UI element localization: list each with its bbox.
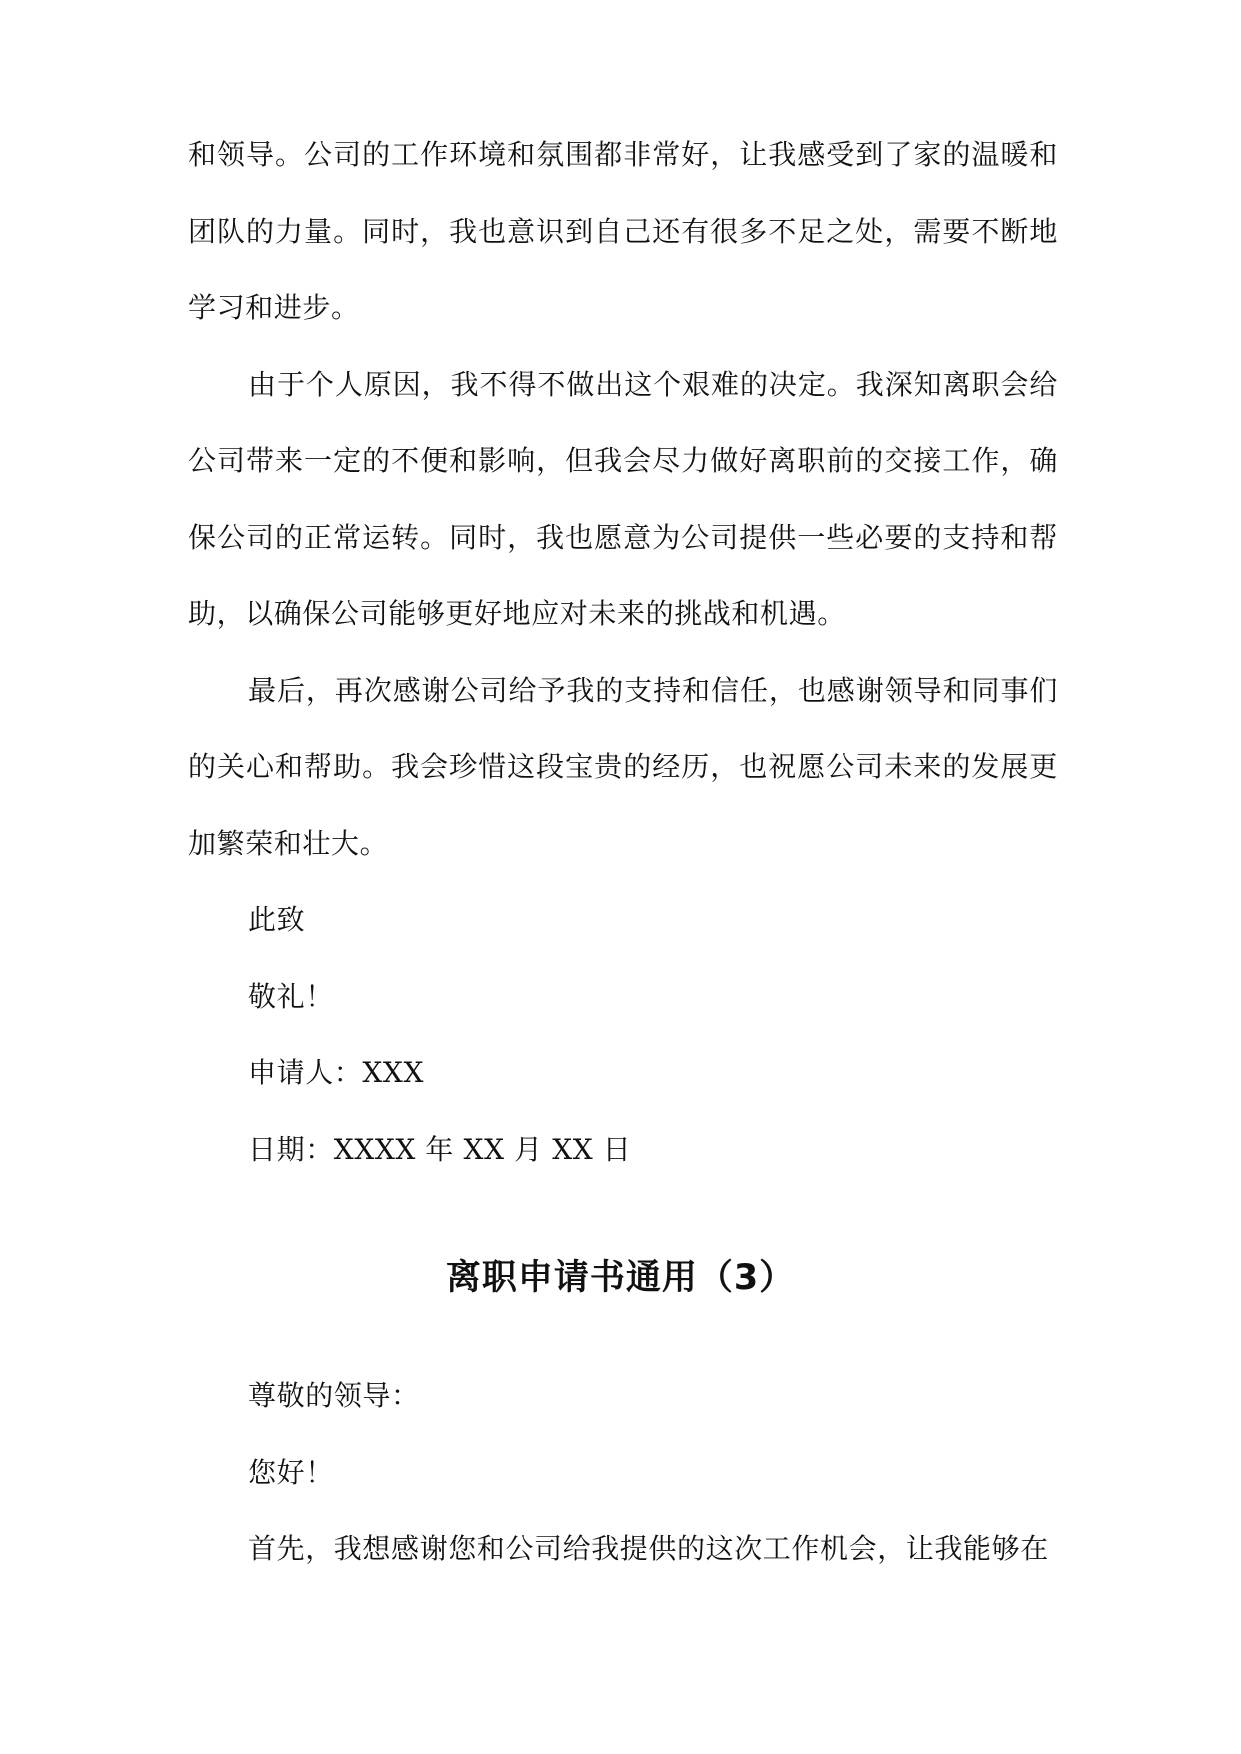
paragraph-reason: 由于个人原因，我不得不做出这个艰难的决定。我深知离职会给公司带来一定的不便和影响，但我会尽力做好离职前的交接工作，确保公司的正常运转。同时，我也愿意为公司提供一些必要的支持和帮助，以确保公司能够更好地应对未来的挑战和机遇。	[188, 367, 1058, 630]
section-title: 离职申请书通用（3）	[445, 1258, 796, 1298]
opening-line: 首先，我想感谢您和公司给我提供的这次工作机会，让我能够在	[248, 1532, 1049, 1565]
letter-body-part1	[188, 117, 1058, 1188]
paragraph-thanks: 最后，再次感谢公司给予我的支持和信任，也感谢领导和同事们的关心和帮助。我会珍惜这段宝贵的经历，也祝愿公司未来的发展更加繁荣和壮大。	[188, 673, 1058, 860]
closing-line: 此致	[248, 903, 306, 936]
date-line: 日期：XXXX 年 XX 月 XX 日	[248, 1132, 632, 1166]
greeting-line: 尊敬的领导：	[248, 1379, 420, 1412]
hello-line: 您好！	[248, 1455, 334, 1489]
applicant-line: 申请人：XXX	[248, 1056, 425, 1089]
paragraph-continuation: 和领导。公司的工作环境和氛围都非常好，让我感受到了家的温暖和团队的力量。同时，我也意识到自己还有很多不足之处，需要不断地学习和进步。	[188, 138, 1058, 324]
letter-body-part2	[188, 1358, 1058, 1588]
salute-line: 敬礼！	[248, 979, 334, 1013]
